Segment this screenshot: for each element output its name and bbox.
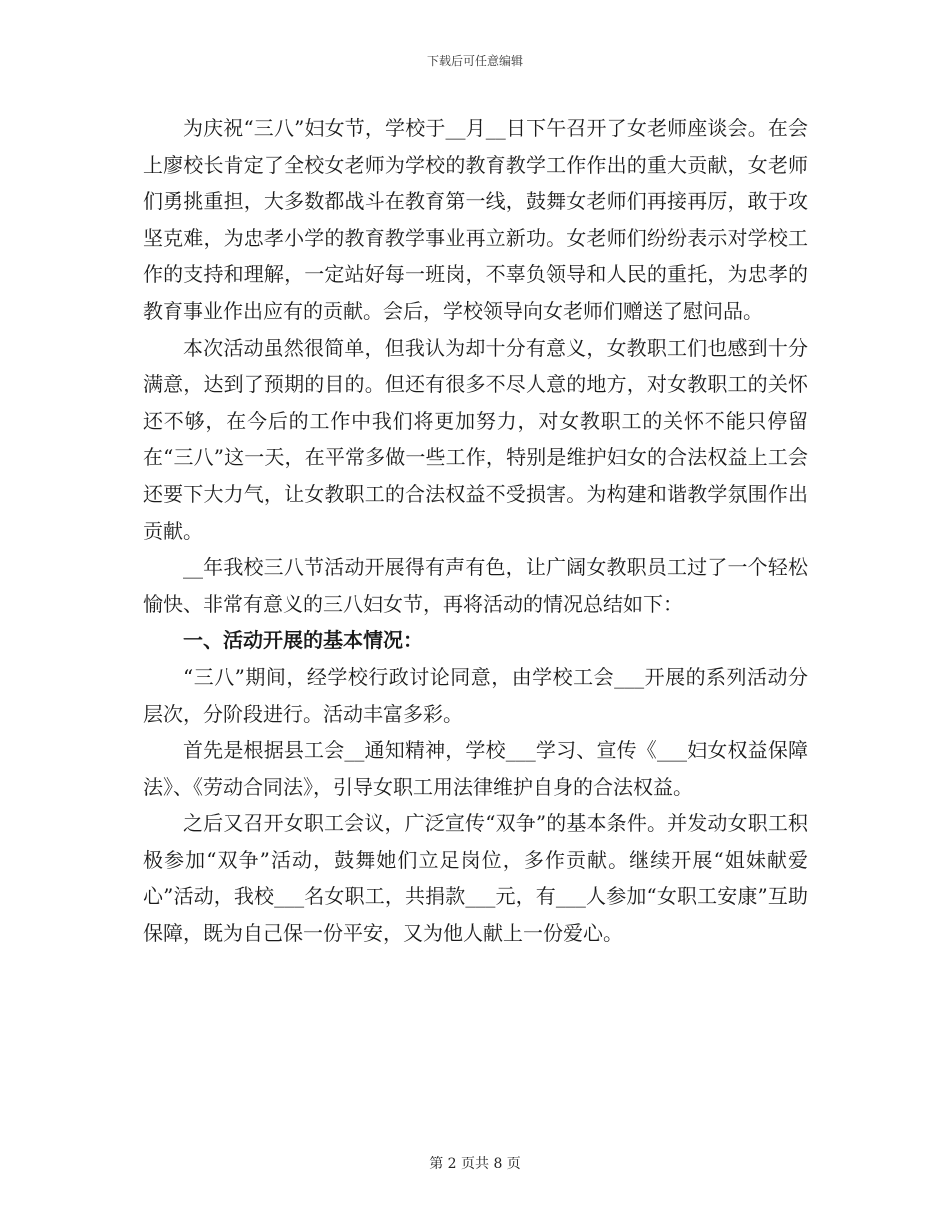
paragraph-law-study: 首先是根据县工会__通知精神，学校___学习、宣传《___妇女权益保障法》、《劳动合同法》，引导女职工用法律维护自身的合法权益。 <box>143 738 808 799</box>
section-heading-basic-situation: 一、活动开展的基本情况： <box>183 628 423 653</box>
page-header-note: 下载后可任意编辑 <box>426 54 523 68</box>
paragraph-summary-intro: __年我校三八节活动开展得有声有色，让广阔女教职员工过了一个轻松愉快、非常有意义的三八妇女节，再将活动的情况总结如下： <box>143 555 808 616</box>
page-number: 第 2 页共 8 页 <box>429 1156 521 1172</box>
paragraph-womens-day-meeting: 为庆祝“三八”妇女节，学校于__月__日下午召开了女老师座谈会。在会上廖校长肯定了全校女老师为学校的教育教学工作作出的重大贡献，女老师们勇挑重担，大多数都战斗在教育第一线，鼓舞女老师们再接再厉，敢于攻坚克难，为忠孝小学的教育教学事业再立新功。女老师们纷纷表示对学校工作的支持和理解，一定站好每一班岗，不辜负领导和人民的重托，为忠孝的教育事业作出应有的贡献。会后，学校领导向女老师们赠送了慰问品。 <box>143 116 808 323</box>
paragraph-shuangzheng-activities: 之后又召开女职工会议，广泛宣传“双争”的基本条件。并发动女职工积极参加“双争”活动，鼓舞她们立足岗位，多作贡献。继续开展“姐妹献爱心”活动，我校___名女职工，共捐款___元，有___人参加“女职工安康”互助保障，既为自己保一份平安，又为他人献上一份爱心。 <box>143 811 808 946</box>
paragraph-activity-reflection: 本次活动虽然很简单，但我认为却十分有意义，女教职工们也感到十分满意，达到了预期的目的。但还有很多不尽人意的地方，对女教职工的关怀还不够，在今后的工作中我们将更加努力，对女教职工的关怀不能只停留在“三八”这一天，在平常多做一些工作，特别是维护妇女的合法权益上工会还要下大力气，让女教职工的合法权益不受损害。为构建和谐教学氛围作出贡献。 <box>143 335 808 543</box>
paragraph-activity-arrangement: “三八”期间，经学校行政讨论同意，由学校工会___开展的系列活动分层次，分阶段进行。活动丰富多彩。 <box>143 664 808 726</box>
document-body <box>143 110 808 952</box>
